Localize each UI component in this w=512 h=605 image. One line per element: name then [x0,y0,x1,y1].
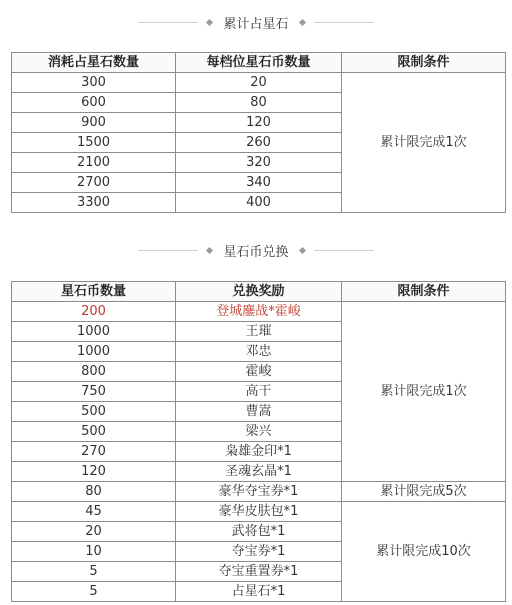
cost-cell: 900 [12,113,176,133]
section-title-text: 累计占星石 [223,16,289,32]
diamond-icon [206,246,213,253]
coins-cell: 1000 [12,322,176,342]
cost-cell: 300 [12,73,176,93]
accumulate-table [11,52,506,213]
reward-cell: 登城鏖战*霍峻 [176,302,342,322]
condition-cell: 累计限完成10次 [342,502,506,602]
column-header: 星石币数量 [12,282,176,302]
table-header-row [12,53,506,73]
column-header: 兑换奖励 [176,282,342,302]
diamond-icon [298,18,305,25]
coins-cell: 500 [12,402,176,422]
column-header: 限制条件 [342,282,506,302]
table-row [12,482,506,502]
coins-cell: 200 [12,302,176,322]
divider-left [138,250,198,251]
diamond-icon [298,246,305,253]
reward-cell: 武将包*1 [176,522,342,542]
condition-cell: 累计限完成1次 [342,73,506,213]
reward-cell: 邓忠 [176,342,342,362]
divider-right [314,22,374,23]
coins-cell: 20 [12,522,176,542]
coins-cell: 270 [12,442,176,462]
reward-cell: 圣魂玄晶*1 [176,462,342,482]
table-row [12,302,506,322]
coins-cell: 20 [176,73,342,93]
cost-cell: 2700 [12,173,176,193]
coins-cell: 45 [12,502,176,522]
reward-cell: 夺宝券*1 [176,542,342,562]
table-header-row [12,282,506,302]
table-row [12,73,506,93]
condition-cell: 累计限完成5次 [342,482,506,502]
reward-cell: 占星石*1 [176,582,342,602]
coins-cell: 120 [12,462,176,482]
reward-cell: 霍峻 [176,362,342,382]
condition-cell: 累计限完成1次 [342,302,506,482]
reward-cell: 王璀 [176,322,342,342]
reward-cell: 豪华夺宝券*1 [176,482,342,502]
column-header: 每档位星石币数量 [176,53,342,73]
coins-cell: 80 [176,93,342,113]
cost-cell: 3300 [12,193,176,213]
coins-cell: 5 [12,562,176,582]
column-header: 限制条件 [342,53,506,73]
column-header: 消耗占星石数量 [12,53,176,73]
coins-cell: 120 [176,113,342,133]
reward-cell: 高干 [176,382,342,402]
divider-left [138,22,198,23]
reward-cell: 曹嵩 [176,402,342,422]
reward-cell: 夺宝重置券*1 [176,562,342,582]
reward-cell: 豪华皮肤包*1 [176,502,342,522]
section-title-accumulate [0,12,512,32]
table-row [12,502,506,522]
coins-cell: 80 [12,482,176,502]
coins-cell: 1000 [12,342,176,362]
coins-cell: 500 [12,422,176,442]
coins-cell: 750 [12,382,176,402]
section-title-exchange [0,240,512,260]
reward-cell: 枭雄金印*1 [176,442,342,462]
coins-cell: 320 [176,153,342,173]
cost-cell: 600 [12,93,176,113]
cost-cell: 2100 [12,153,176,173]
exchange-table [11,281,506,602]
coins-cell: 5 [12,582,176,602]
divider-right [314,250,374,251]
coins-cell: 400 [176,193,342,213]
coins-cell: 340 [176,173,342,193]
cost-cell: 1500 [12,133,176,153]
reward-cell: 梁兴 [176,422,342,442]
coins-cell: 10 [12,542,176,562]
section-title-text: 星石币兑换 [223,244,289,260]
coins-cell: 800 [12,362,176,382]
coins-cell: 260 [176,133,342,153]
diamond-icon [206,18,213,25]
